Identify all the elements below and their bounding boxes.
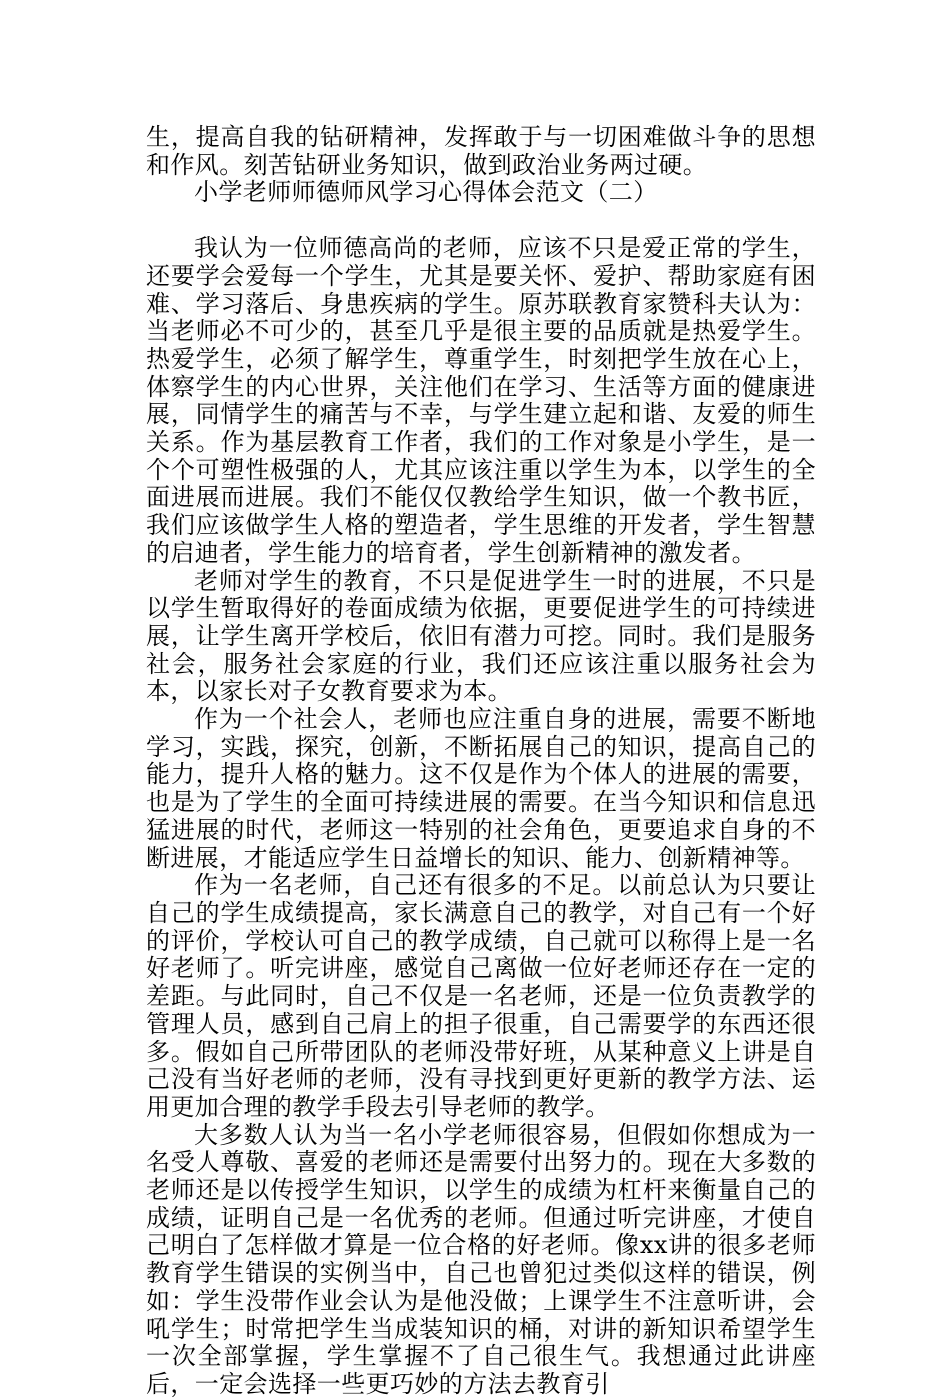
body-paragraph-5: 大多数人认为当一名小学老师很容易，但假如你想成为一名受人尊敬、喜爱的老师还是需要付出努力的。现在大多数的老师还是以传授学生知识，以学生的成绩为杠杆来衡量自己的成绩，证明自己是一名优秀的老师。但通过听完讲座，才使自己明白了怎样做才算是一位合格的好老师。像xx讲的很多老师教育学生错误的实例当中，自己也曾犯过类似这样的错误，例如：学生没带作业会认为是他没做；上课学生不注意听讲，会吼学生；时常把学生当成装知识的桶，对讲的新知识希望学生一次全部掌握，学生掌握不了自己很生气。我想通过此讲座后，一定会选择一些更巧妙的方法去教育引 xyxy=(146,1120,816,1398)
intro-paragraph: 生，提高自我的钻研精神，发挥敢于与一切困难做斗争的思想和作风。刻苦钻研业务知识，做到政治业务两过硬。 xyxy=(146,123,816,179)
body-paragraph-2: 老师对学生的教育，不只是促进学生一时的进展，不只是以学生暂取得好的卷面成绩为依据，更要促进学生的可持续进展，让学生离开学校后，依旧有潜力可挖。同时。我们是服务社会，服务社会家庭的行业，我们还应该注重以服务社会为本，以家长对子女教育要求为本。 xyxy=(146,566,816,706)
body-paragraph-4: 作为一名老师，自己还有很多的不足。以前总认为只要让自己的学生成绩提高，家长满意自己的教学，对自己有一个好的评价，学校认可自己的教学成绩，自己就可以称得上是一名好老师了。听完讲座，感觉自己离做一位好老师还存在一定的差距。与此同时，自己不仅是一名老师，还是一位负责教学的管理人员，感到自己肩上的担子很重，自己需要学的东西还很多。假如自己所带团队的老师没带好班，从某种意义上讲是自己没有当好老师的老师，没有寻找到更好更新的教学方法、运用更加合理的教学手段去引导老师的教学。 xyxy=(146,871,816,1121)
blank-line xyxy=(146,207,816,235)
body-paragraph-3: 作为一个社会人，老师也应注重自身的进展，需要不断地学习，实践，探究，创新，不断拓展自己的知识，提高自己的能力，提升人格的魅力。这不仅是作为个体人的进展的需要，也是为了学生的全面可持续进展的需要。在当今知识和信息迅猛进展的时代，老师这一特别的社会角色，更要追求自身的不断进展，才能适应学生日益增长的知识、能力、创新精神等。 xyxy=(146,705,816,872)
body-paragraph-1: 我认为一位师德高尚的老师，应该不只是爱正常的学生，还要学会爱每一个学生，尤其是要关怀、爱护、帮助家庭有困难、学习落后、身患疾病的学生。原苏联教育家赞科夫认为：当老师必不可少的，甚至几乎是很主要的品质就是热爱学生。热爱学生，必须了解学生，尊重学生，时刻把学生放在心上，体察学生的内心世界，关注他们在学习、生活等方面的健康进展，同情学生的痛苦与不幸，与学生建立起和谐、友爱的师生关系。作为基层教育工作者，我们的工作对象是小学生，是一个个可塑性极强的人，尤其应该注重以学生为本，以学生的全面进展而进展。我们不能仅仅教给学生知识，做一个教书匠，我们应该做学生人格的塑造者，学生思维的开发者，学生智慧的启迪者，学生能力的培育者，学生创新精神的激发者。 xyxy=(146,234,816,567)
document-page xyxy=(146,124,816,1399)
section-title: 小学老师师德师风学习心得体会范文（二） xyxy=(194,178,658,207)
